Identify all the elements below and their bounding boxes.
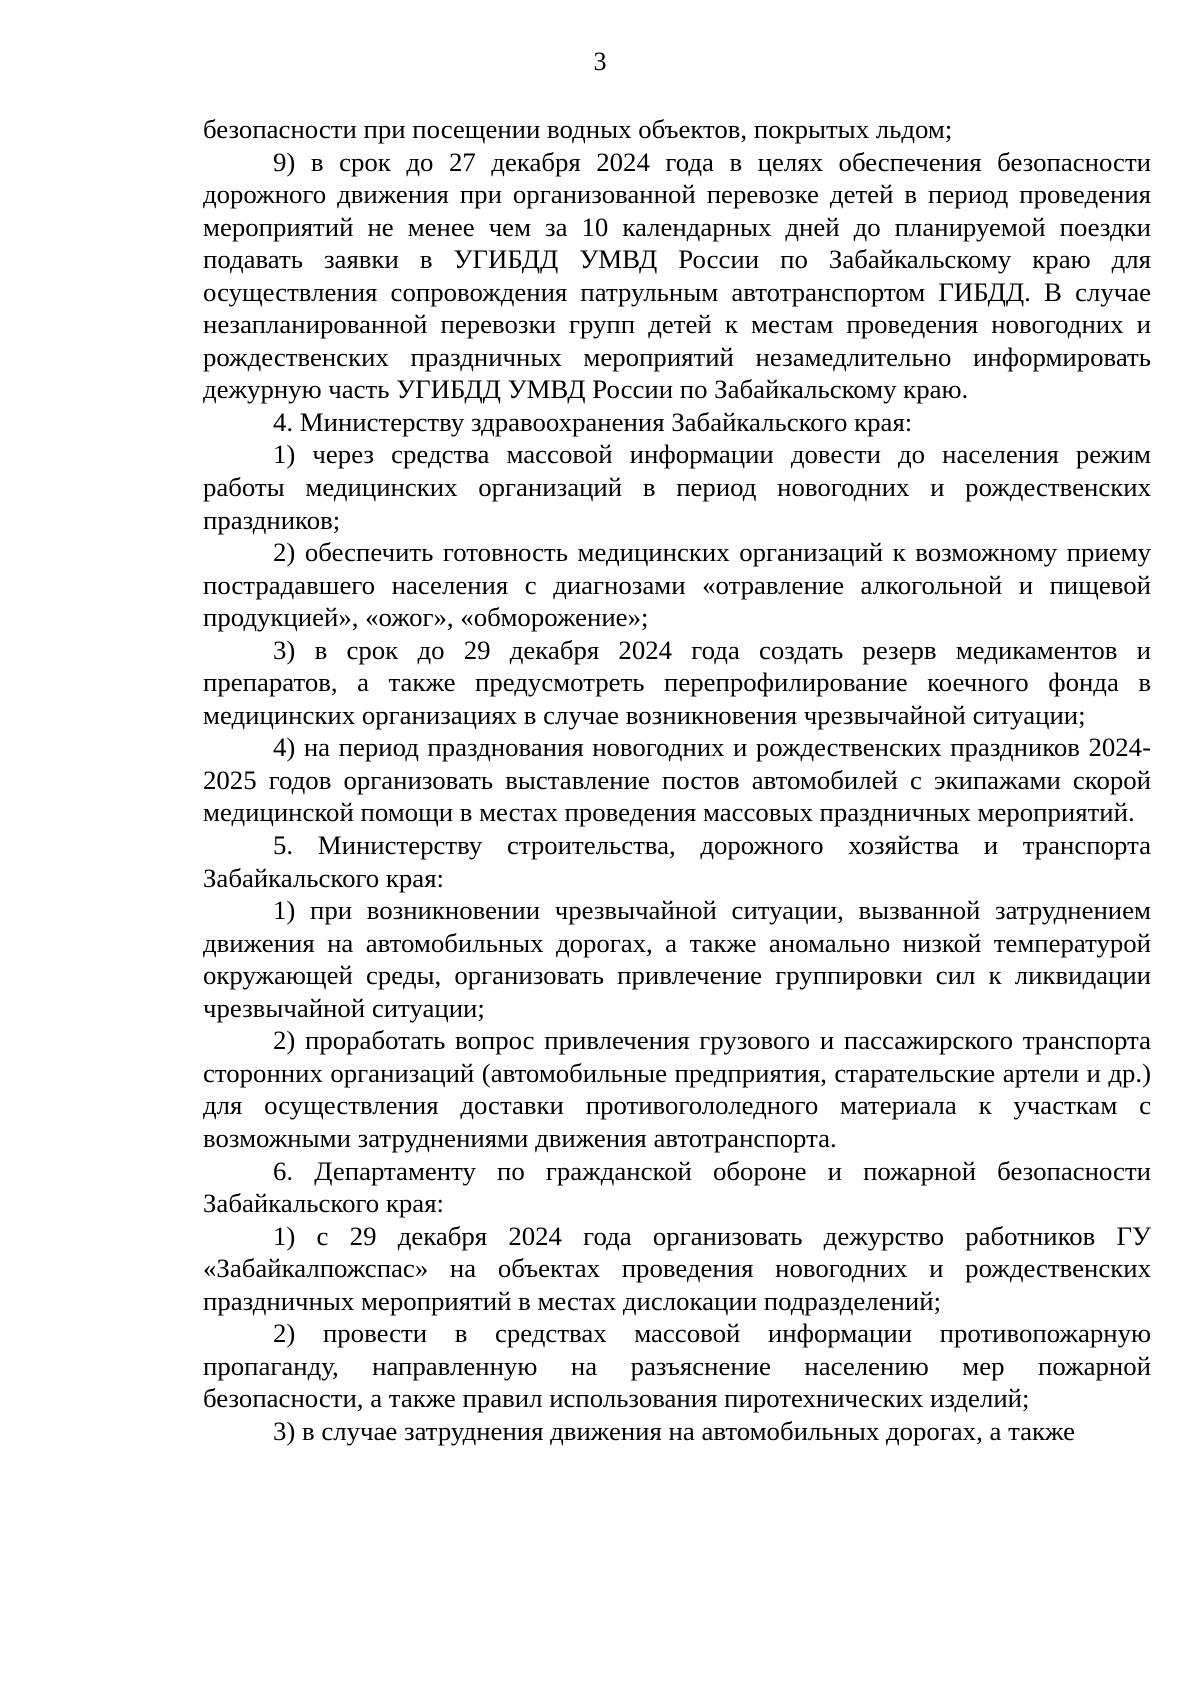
paragraph: 2) провести в средствах массовой информации противопожарную пропаганду, направленную на разъяснение населению мер пожарной безопасности, а также правил использования пиротехнических изделий; [203, 1318, 1151, 1414]
paragraph: 6. Департаменту по гражданской обороне и пожарной безопасности Забайкальского края: [203, 1155, 1151, 1219]
paragraph: 2) обеспечить готовность медицинских организаций к возможному приему пострадавшего населения с диагнозами «отравление алкогольной и пищевой продукцией», «ожог», «обморожение»; [203, 537, 1151, 633]
paragraph: 5. Министерству строительства, дорожного хозяйства и транспорта Забайкальского края: [203, 830, 1151, 893]
paragraph: 1) через средства массовой информации довести до населения режим работы медицинских организаций в период новогодних и рождественских праздников; [203, 439, 1151, 535]
paragraph: 3) в случае затруднения движения на автомобильных дорогах, а также [273, 1415, 1076, 1446]
document-body [203, 113, 1151, 1447]
paragraph: 1) с 29 декабря 2024 года организовать дежурство работников ГУ «Забайкалпожспас» на объектах проведения новогодних и рождественских праздничных мероприятий в местах дислокации подразделений; [203, 1220, 1151, 1316]
paragraph: 1) при возникновении чрезвычайной ситуации, вызванной затруднением движения на автомобильных дорогах, а также аномально низкой температурой окружающей среды, организовать привлечение группировки сил к ликвидации чрезвычайной ситуации; [203, 895, 1151, 1023]
paragraph: безопасности при посещении водных объектов, покрытых льдом; [203, 114, 953, 144]
paragraph: 3) в срок до 29 декабря 2024 года создать резерв медикаментов и препаратов, а также предусмотреть перепрофилирование коечного фонда в медицинских организациях в случае возникновения чрезвычайной ситуации; [203, 634, 1151, 730]
paragraph: 4) на период празднования новогодних и рождественских праздников 2024-2025 годов организовать выставление постов автомобилей с экипажами скорой медицинской помощи в местах проведения массовых праздничных мероприятий. [203, 732, 1151, 828]
paragraph: 2) проработать вопрос привлечения грузового и пассажирского транспорта сторонних организаций (автомобильные предприятия, старательские артели и др.) для осуществления доставки противогололедного материала к участкам с возможными затруднениями движения автотранспорта. [203, 1025, 1151, 1153]
paragraph: 9) в срок до 27 декабря 2024 года в целях обеспечения безопасности дорожного движения при организованной перевозке детей в период проведения мероприятий не менее чем за 10 календарных дней до планируемой поездки подавать заявки в УГИБДД УМВД России по Забайкальскому краю для осуществления сопровождения патрульным автотранспортом ГИБДД. В случае незапланированной перевозки групп детей к местам проведения новогодних и рождественских праздничных мероприятий незамедлительно информировать дежурную часть УГИБДД УМВД России по Забайкальскому краю. [203, 146, 1151, 405]
paragraph: 4. Министерству здравоохранения Забайкальского края: [273, 406, 913, 437]
page-number: 3 [593, 47, 607, 76]
